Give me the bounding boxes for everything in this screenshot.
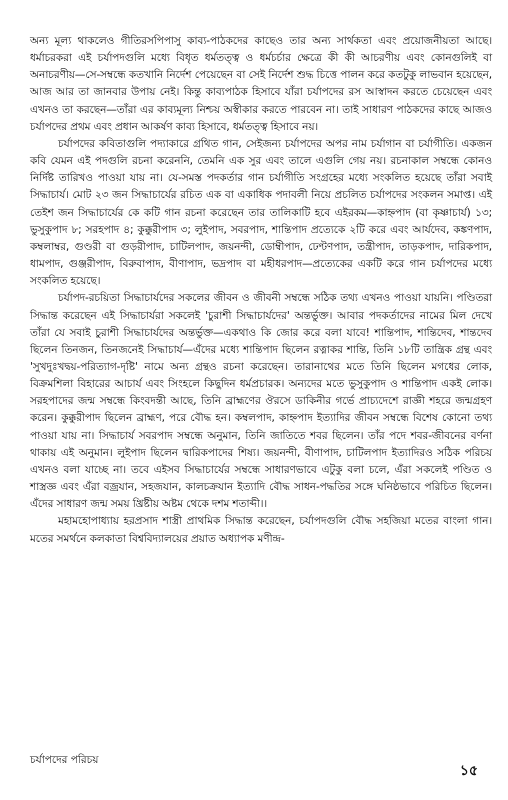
paragraph-4: মহামহোপাধ্যায় হরপ্রসাদ শাস্ত্রী প্রাথমিক সিদ্ধান্ত করেছেন, চর্যাপদগুলি বৌদ্ধ সহজিয়া মতের বাংলা গান। মতের সমর্থনে কলকাতা বিশ্ববিদ্যালয়ের প্রয়াত অধ্যাপক মণীন্দ্র- <box>30 515 492 545</box>
footer-chapter-title: চর্যাপদের পরিচয় <box>30 754 99 766</box>
paragraph-2: চর্যাপদের কবিতাগুলি পদ্যাকারে গ্রথিত গান, সেইজন্য চর্যাপদের অপর নাম চর্যাগান বা চর্যাগীতি। একজন কবি যেমন এই পদগুলি রচনা করেননি, তেমনি এক সুর এবং তালে এগুলি গেয় নয়। রচনাকাল সম্বন্ধে কোনও নির্দিষ্ট তারিখও পাওয়া যায় না। যে-সমস্ত পদকর্তার গান চর্যাগীতি সংগ্রহের মধ্যে সংকলিত হয়েছে তাঁরা সবাই সিদ্ধাচার্য। মোট ২৩ জন সিদ্ধাচার্যের রচিত এক বা একাধিক পদাবলী নিয়ে প্রচলিত চর্যাপদের সংকলন সমাপ্ত। এই তেইশ জন সিদ্ধাচার্যের কে কটি গান রচনা করেছেন তার তালিকাটি হবে এইরকম—কাহ্নপাদ (বা কৃষ্ণাচার্য) ১৩; ভুসুকুপাদ ৮; সরহপাদ ৪; কুক্কুরীপাদ ৩; লুইপাদ, সবরপাদ, শান্তিপাদ প্রত্যেকে ২টি করে এবং আর্যদেব, কঙ্কণপাদ, কম্বলাম্বর, গুণ্ডরী বা গুড়রীপাদ, চাটিলপাদ, জয়নন্দী, ডোম্বীপাদ, ঢেণ্টণপাদ, তন্ত্রীপাদ, তাড়কপাদ, দারিকপাদ, ধামপাদ, গুঞ্জরীপাদ, বিরুবাপাদ, বীণাপাদ, ভদ্রপাদ বা মহীধরপাদ—প্রত্যেকের একটি করে গান চর্যাপদের মধ্যে সংকলিত হয়েছে। <box>30 137 492 288</box>
paragraph-3: চর্যাপদ-রচয়িতা সিদ্ধাচার্যদের সকলের জীবন ও জীবনী সম্বন্ধে সঠিক তথ্য এখনও পাওয়া যায়নি। পণ্ডিতরা সিদ্ধান্ত করেছেন এই সিদ্ধাচার্যরা সকলেই 'চুরাশী সিদ্ধাচার্যদের' অন্তর্ভুক্ত। আবার পদকর্তাদের নামের মিল দেখে তাঁরা যে সবাই চুরাশী সিদ্ধাচার্যদের অন্তর্ভুক্ত—একথাও কি জোর করে বলা যাবে! শান্তিপাদ, শান্তিদেব, শান্তদেব ছিলেন তিনজন, তিনজনেই সিদ্ধাচার্য—এঁদের মধ্যে শান্তিপাদ ছিলেন রত্নাকর শান্তি, তিনি ১৮টি তান্ত্রিক গ্রন্থ এবং 'সুখদুঃখদ্বয়-পরিত্যাগ-দৃষ্টি' নামে অন্য গ্রন্থও রচনা করেছেন। তারানাথের মতে তিনি ছিলেন মগধের লোক, বিক্রমশিলা বিহারের আচার্য এবং সিংহলে কিছুদিন ধর্মপ্রচারক। অন্যদের মতে ভুসুকুপাদ ও শান্তিপাদ একই লোক। সরহপাদের জন্ম সম্বন্ধে কিংবদন্তী আছে, তিনি ব্রাহ্মণের ঔরসে ডাকিনীর গর্ভে প্রাচ্যদেশে রাজ্ঞী শহরে জন্মগ্রহণ করেন। কুক্কুরীপাদ ছিলেন ব্রাহ্মণ, পরে বৌদ্ধ হন। কম্বলপাদ, কাহ্নপাদ ইত্যাদির জীবন সম্বন্ধে বিশেষ কোনো তথ্য পাওয়া যায় না। সিদ্ধাচার্য সবরপাদ সম্বন্ধে অনুমান, তিনি জাতিতে শবর ছিলেন। তাঁর পদে শবর-জীবনের বর্ণনা থাকায় এই অনুমান। লুইপাদ ছিলেন দ্বারিকপাদের শিষ্য। জয়নন্দী, বীণাপাদ, চাটিলপাদ ইত্যাদিরও সঠিক পরিচয় এখনও বলা যাচ্ছে না। তবে এইসব সিদ্ধাচার্যের সম্বন্ধে সাধারণভাবে এটুকু বলা চলে, এঁরা সকলেই পণ্ডিত ও শাস্ত্রজ্ঞ এবং এঁরা বজ্রযান, সহজযান, কালচক্রযান ইত্যাদি বৌদ্ধ সাধন-পদ্ধতির সঙ্গে ঘনিষ্ঠভাবে পরিচিত ছিলেন। এঁদের সাধারণ জন্ম সময় খ্রিষ্টীয় অষ্টম থেকে দশম শতাব্দী।। <box>30 292 492 511</box>
paragraph-1: অন্য মূল্য থাকলেও গীতিরসপিপাসু কাব্য-পাঠকদের কাছেও তার অন্য সার্থকতা এবং প্রয়োজনীয়তা আছে। ধর্মাচরকরা এই চর্যাপদগুলি মধ্যে বিধৃত ধর্মতত্ত্ব ও ধর্মচর্চার ক্ষেত্রে কী কী আচরণীয় এবং কোনগুলিই বা অনাচরণীয়—সে-সম্বন্ধে কতখানি নির্দেশ পেয়েছেন বা সেই নির্দেশ শুদ্ধ চিত্তে পালন করে কতটুকু লাভবান হয়েছেন, আজ আর তা জানবার উপায় নেই। কিন্তু কাব্যপাঠক হিসাবে যাঁরা চর্যাপদের রস আস্বাদন করতে চেয়েছেন এবং এখনও তা করছেন—তাঁরা এর কাব্যমূল্য নিশ্চয় অস্বীকার করতে পারবেন না। তাই সাধারণ পাঠকদের কাছে আজও চর্যাপদের প্রথম এবং প্রধান আকর্ষণ কাব্য হিসাবে, ধর্মতত্ত্ব হিসাবে নয়। <box>30 35 492 133</box>
page-number: ১৫ <box>459 763 478 779</box>
page-body <box>30 33 492 548</box>
